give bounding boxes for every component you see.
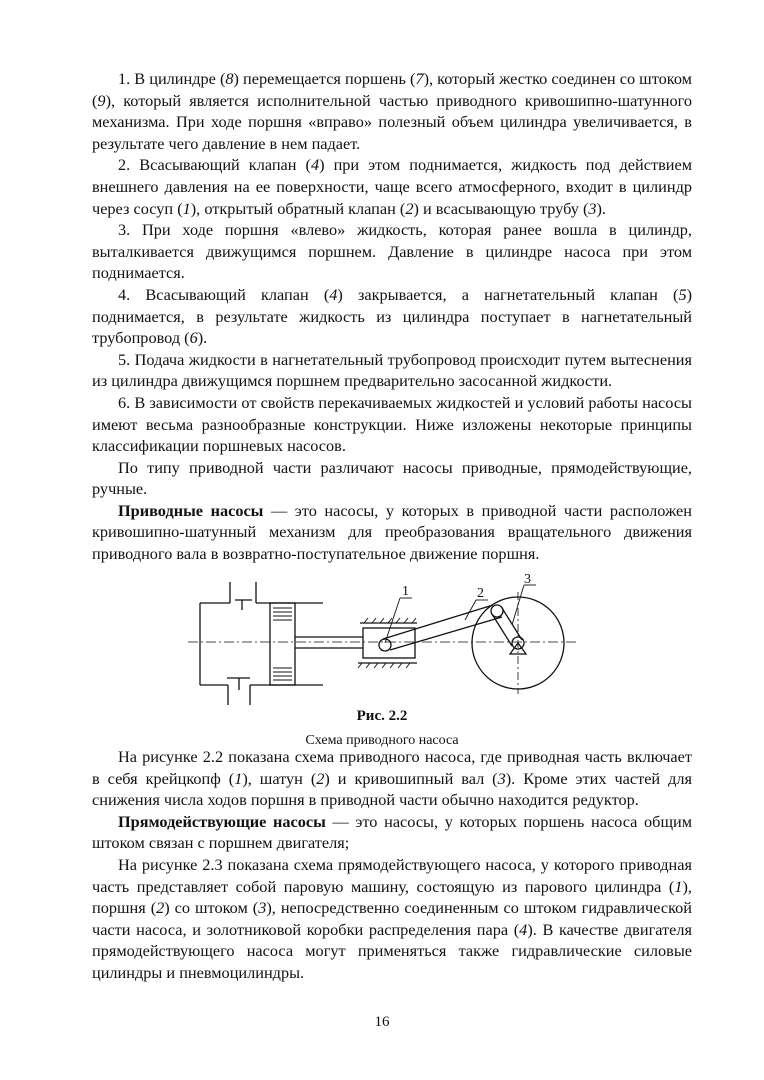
text-run: ) со штоком ( (164, 898, 259, 918)
text-run: — это насосы, у которых поршень насоса общим штоком связан с поршнем двигателя; (92, 811, 693, 853)
text-block-bottom (92, 746, 692, 984)
reference-number: 1 (234, 768, 243, 788)
text-run: ) и всасывающую трубу ( (413, 198, 589, 218)
reference-number: 2 (405, 198, 414, 218)
reference-number: 2 (156, 898, 165, 918)
reference-number: 4 (329, 284, 338, 304)
figure-caption-title: Схема приводного насоса (305, 733, 459, 748)
text-run: ). Кроме этих частей для снижения числа ходов поршня в приводной части обычно находится редуктор. (92, 768, 692, 810)
paragraph (92, 284, 692, 349)
text-run: 6. В зависимости от свойств перекачиваемых жидкостей и условий работы насосы имеют весьма разнообразные конструкции. Ниже изложены некоторые принципы классификации поршневых насосов. (92, 392, 692, 456)
term: Приводные насосы (118, 500, 264, 520)
text-run: ), который является исполнительной частью приводного кривошипно-шатунного механизма. При ходе поршня «вправо» полезный объем цилиндра увеличивается, в результате чего давление в нем падает. (92, 90, 692, 153)
reference-number: 3 (258, 898, 267, 918)
reference-number: 3 (497, 768, 506, 788)
text-run: ), который жестко соединен со штоком ( (92, 69, 692, 110)
text-run: ) поднимается, в результате жидкость из цилиндра поступает в нагнетательный трубопровод ( (92, 284, 692, 348)
reference-number: 4 (519, 919, 528, 939)
text-run: ) и кривошипный вал ( (324, 768, 498, 788)
figure-label-2: 2 (477, 586, 484, 601)
paragraph (92, 854, 692, 984)
paragraph (92, 219, 692, 284)
crosshead (358, 618, 417, 668)
text-run: 4. Всасывающий клапан ( (118, 284, 330, 304)
text-run: ) перемещается поршень ( (233, 69, 416, 88)
cylinder (200, 582, 323, 705)
text-run: 2. Всасывающий клапан ( (118, 155, 311, 175)
text-run: ) при этом поднимается, жидкость под действием внешнего давления на ее поверхности, чаще всего атмосферного, входит в цилиндр через сосуп ( (92, 155, 693, 218)
figure-label-3: 3 (524, 572, 531, 587)
text-run: ) закрывается, а нагнетательный клапан ( (337, 284, 679, 304)
reference-number: 5 (678, 284, 687, 304)
text-run: ), поршня ( (92, 876, 692, 918)
text-run: ), шатун ( (242, 768, 317, 788)
reference-number: 6 (189, 328, 198, 348)
piston (270, 603, 295, 685)
text-run: На рисунке 2.3 показана схема прямодействующего насоса, у которого приводная часть представляет собой паровую машину, состоящую из парового цилиндра ( (92, 854, 692, 896)
paragraph (92, 349, 692, 392)
reference-number: 7 (415, 69, 424, 88)
text-run: — это насосы, у которых в приводной части расположен кривошипно-шатунный механизм для преобразования вращательного движения приводного вала в возвратно-поступательное движение поршня. (92, 500, 692, 564)
reference-number: 2 (316, 768, 325, 788)
paragraph (92, 68, 692, 154)
reference-number: 1 (674, 876, 683, 896)
reference-number: 3 (588, 198, 597, 218)
text-run: ). (596, 198, 607, 218)
paragraph (92, 500, 692, 565)
text-run: 5. Подача жидкости в нагнетательный трубопровод происходит путем вытеснения из цилиндра движущимся поршнем предварительно засосанной жидкости. (92, 349, 692, 391)
text-run: 3. При ходе поршня «влево» жидкость, которая ранее вошла в цилиндр, выталкивается движущимся поршнем. Давление в цилиндре насоса при этом поднимается. (92, 220, 692, 283)
reference-number: 8 (225, 69, 234, 88)
reference-number: 9 (97, 90, 106, 110)
pump-scheme-figure (180, 570, 600, 705)
text-run: ), открытый обратный клапан ( (190, 198, 406, 218)
paragraph (92, 746, 692, 811)
paragraph (92, 154, 692, 219)
paragraph (92, 457, 692, 500)
text-run: По типу приводной части различают насосы приводные, прямодействующие, ручные. (92, 457, 692, 499)
paragraph (92, 811, 692, 854)
reference-number: 1 (182, 198, 191, 218)
figure-caption-number: Рис. 2.2 (356, 708, 408, 724)
figure-label-1: 1 (402, 584, 409, 599)
paragraph (92, 392, 692, 457)
text-run: ). В качестве двигателя прямодействующего насоса могут применяться также гидравлические силовые цилиндры и пневмоцилиндры. (92, 919, 693, 982)
term: Прямодействующие насосы (118, 811, 326, 831)
page-number: 16 (374, 1014, 390, 1030)
text-block-top (92, 68, 692, 565)
text-run: ), непосредственно соединенным со штоком гидравлической части насоса, и золотниковой коробки распределения пара ( (92, 898, 692, 939)
text-run: ). (197, 328, 208, 348)
text-run: 1. В цилиндре ( (118, 69, 226, 88)
text-run: На рисунке 2.2 показана схема приводного насоса, где приводная часть включает в себя крейцкопф ( (92, 747, 692, 788)
reference-number: 4 (310, 155, 320, 175)
